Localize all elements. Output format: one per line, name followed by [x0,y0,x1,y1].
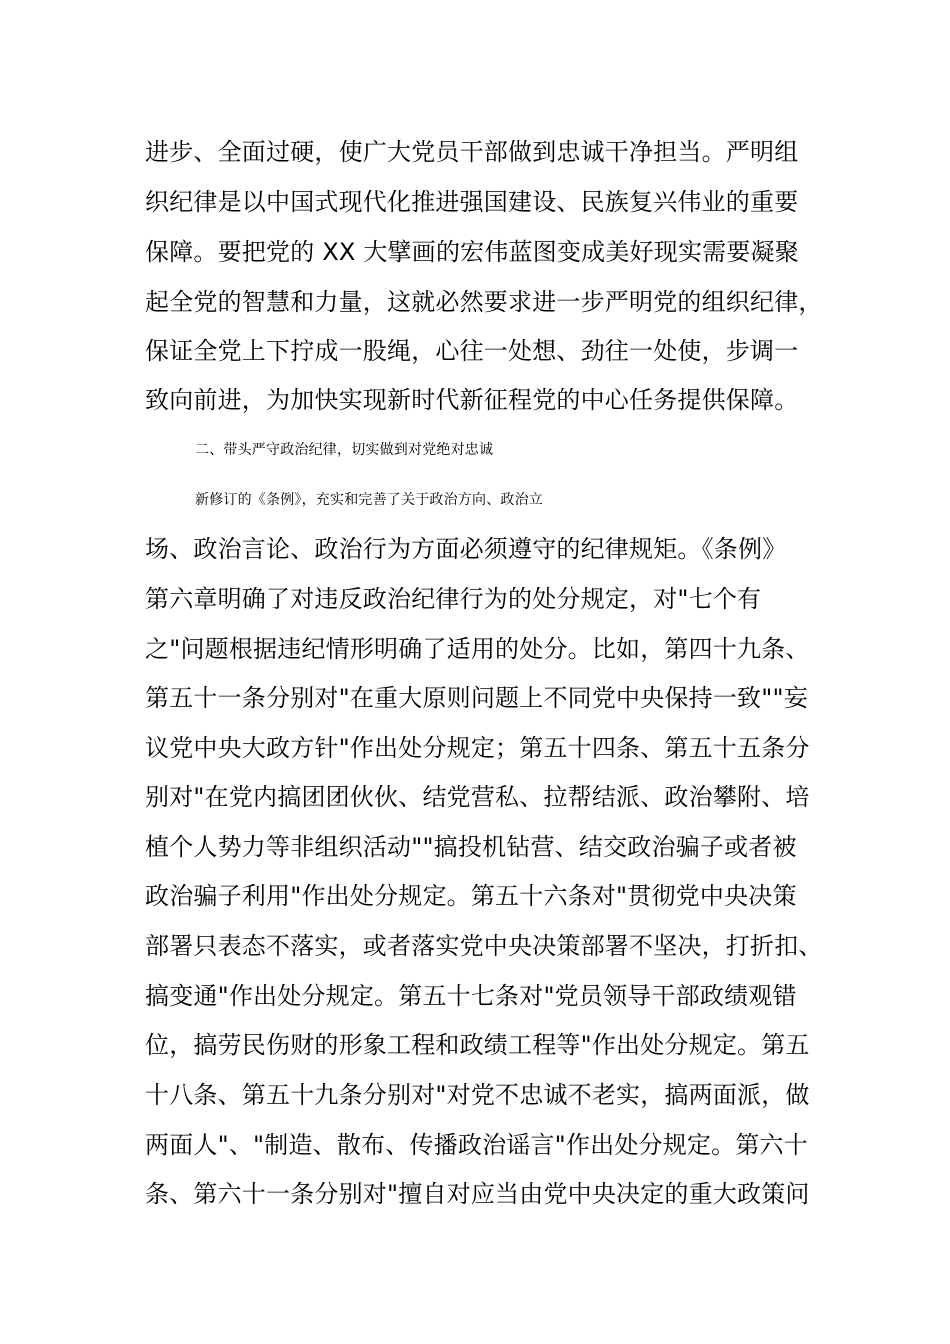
text-line: 起全党的智慧和力量，这就必然要求进一步严明党的组织纪律， [145,288,823,316]
text-line: 条、第六十一条分别对"擅自对应当由党中央决定的重大政策问 [145,1180,810,1208]
text-line: 植个人势力等非组织活动""搞投机钻营、结交政治骗子或者被 [145,833,797,861]
text-line: 进步、全面过硬，使广大党员干部做到忠诚干净担当。严明组 [145,138,799,166]
text-line: 第六章明确了对违反政治纪律行为的处分规定，对"七个有 [145,585,762,613]
text-line: 政治骗子利用"作出处分规定。第五十六条对"贯彻党中央决策 [145,882,797,910]
text-line: 部署只表态不落实，或者落实党中央决策部署不坚决，打折扣、 [145,932,823,960]
text-line: 位，搞劳民伤财的形象工程和政绩工程等"作出处分规定。第五 [145,1031,810,1059]
text-line: 新修订的《条例》，充实和完善了关于政治方向、政治立 [195,492,543,508]
text-line: 第五十一条分别对"在重大原则问题上不同党中央保持一致""妄 [145,684,808,712]
text-line: 场、政治言论、政治行为方面必须遵守的纪律规矩。《条例》 [145,535,787,563]
text-line: 十八条、第五十九条分别对"对党不忠诚不老实，搞两面派，做 [145,1081,810,1109]
text-line: 之"问题根据违纪情形明确了适用的处分。比如，第四十九条、 [145,635,810,663]
text-line: 保证全党上下拧成一股绳，心往一处想、劲往一处使，步调一 [145,337,799,365]
text-line: 织纪律是以中国式现代化推进强国建设、民族复兴伟业的重要 [145,188,799,216]
text-line: 议党中央大政方针"作出处分规定；第五十四条、第五十五条分 [145,734,810,762]
text-line: 别对"在党内搞团团伙伙、结党营私、拉帮结派、政治攀附、培 [145,783,810,811]
text-line: 搞变通"作出处分规定。第五十七条对"党员领导干部政绩观错 [145,982,797,1010]
section-heading: 二、带头严守政治纪律，切实做到对党绝对忠诚 [195,442,494,458]
text-line: 保障。要把党的 XX 大擘画的宏伟蓝图变成美好现实需要凝聚 [145,238,799,266]
text-line: 两面人"、"制造、散布、传播政治谣言"作出处分规定。第六十 [145,1131,808,1159]
text-line: 致向前进，为加快实现新时代新征程党的中心任务提供保障。 [145,386,799,414]
